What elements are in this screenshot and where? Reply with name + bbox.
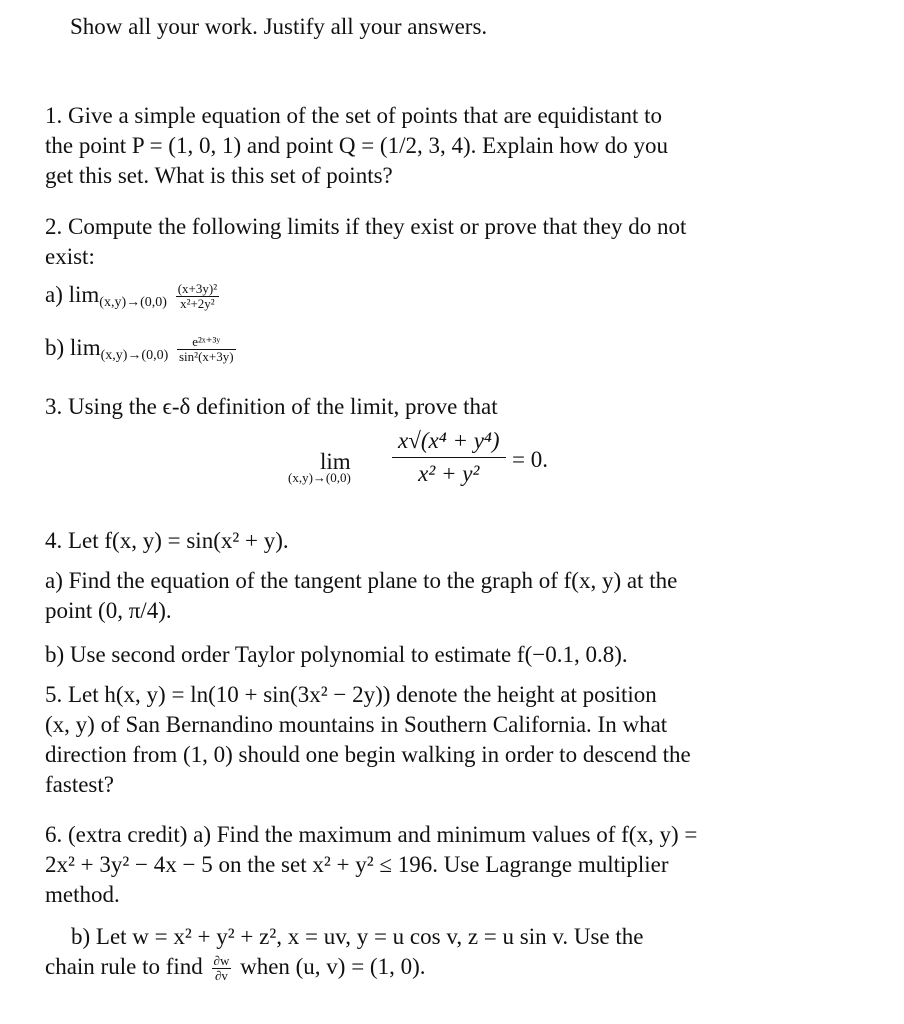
- problem-3-result: = 0.: [512, 447, 548, 472]
- problem-2b-denominator: sin²(x+3y): [179, 349, 234, 365]
- problem-6b-numerator: ∂w: [213, 953, 230, 969]
- problem-4b-line: b) Use second order Taylor polynomial to estimate f(−0.1, 0.8).: [45, 642, 628, 667]
- problem-3-intro: 3. Using the ϵ-δ definition of the limit, prove that: [45, 394, 498, 419]
- problem-2-line-2: exist:: [45, 244, 95, 269]
- problem-1-line-1: 1. Give a simple equation of the set of points that are equidistant to: [45, 103, 663, 128]
- problem-3: [45, 392, 815, 422]
- problem-2a-subscript: (x,y)→(0,0): [99, 295, 167, 310]
- problem-3-lim: lim: [320, 449, 351, 474]
- problem-2a: [45, 280, 815, 318]
- problem-3-fraction: [392, 425, 506, 490]
- problem-2a-numerator: (x+3y)²: [177, 281, 218, 297]
- problem-6b-denominator: ∂v: [214, 968, 228, 984]
- problem-2b-numerator: e²ˣ⁺³ʸ: [177, 335, 236, 350]
- problem-2b-subscript: (x,y)→(0,0): [100, 348, 169, 363]
- problem-2a-label: a) lim: [45, 282, 100, 307]
- problem-2b: [45, 333, 815, 371]
- problem-6b-line-2-suffix: when (u, v) = (1, 0).: [240, 954, 426, 979]
- problem-4b: [45, 640, 815, 670]
- problem-2-line-1: 2. Compute the following limits if they exist or prove that they do not: [45, 214, 687, 239]
- problem-2b-label: b) lim: [45, 335, 101, 360]
- problem-1-line-3: get this set. What is this set of points?: [45, 163, 393, 188]
- problem-6a: [45, 820, 815, 910]
- problem-4a: [45, 566, 815, 626]
- problem-5-line-1: 5. Let h(x, y) = ln(10 + sin(3x² − 2y)) denote the height at position: [45, 682, 657, 707]
- problem-2b-fraction: [177, 335, 236, 364]
- problem-6a-line-1: 6. (extra credit) a) Find the maximum and minimum values of f(x, y) =: [45, 822, 698, 847]
- problem-3-denominator: x² + y²: [418, 461, 480, 486]
- problem-2: [45, 212, 815, 272]
- problem-6a-line-2: 2x² + 3y² − 4x − 5 on the set x² + y² ≤ 196. Use Lagrange multiplier: [45, 852, 669, 877]
- problem-6b-line-1: b) Let w = x² + y² + z², x = uv, y = u cos v, z = u sin v. Use the: [71, 924, 644, 949]
- problem-6a-line-3: method.: [45, 882, 120, 907]
- problem-2a-denominator: x²+2y²: [180, 296, 215, 312]
- problem-4: [45, 526, 815, 556]
- problem-3-display-limit: [288, 425, 588, 495]
- problem-4-intro: 4. Let f(x, y) = sin(x² + y).: [45, 528, 289, 553]
- problem-5: [45, 680, 815, 800]
- problem-5-line-3: direction from (1, 0) should one begin walking in order to descend the: [45, 742, 691, 767]
- problem-3-lim-subscript: (x,y)→(0,0): [288, 470, 351, 485]
- problem-1-line-2: the point P = (1, 0, 1) and point Q = (1/2, 3, 4). Explain how do you: [45, 133, 669, 158]
- problem-3-numerator: x√(x⁴ + y⁴): [392, 425, 506, 458]
- problem-4a-line-2: point (0, π/4).: [45, 598, 172, 623]
- problem-2a-fraction: [176, 282, 219, 311]
- problem-6b-derivative-fraction: [212, 954, 232, 983]
- problem-4a-line-1: a) Find the equation of the tangent plane to the graph of f(x, y) at the: [45, 568, 678, 593]
- problem-1: [45, 101, 815, 191]
- problem-6b-line-2-prefix: chain rule to find: [45, 954, 203, 979]
- problem-5-line-2: (x, y) of San Bernandino mountains in Southern California. In what: [45, 712, 668, 737]
- problem-6b: [45, 922, 815, 983]
- instructions: Show all your work. Justify all your answers.: [70, 14, 488, 39]
- problem-5-line-4: fastest?: [45, 772, 114, 797]
